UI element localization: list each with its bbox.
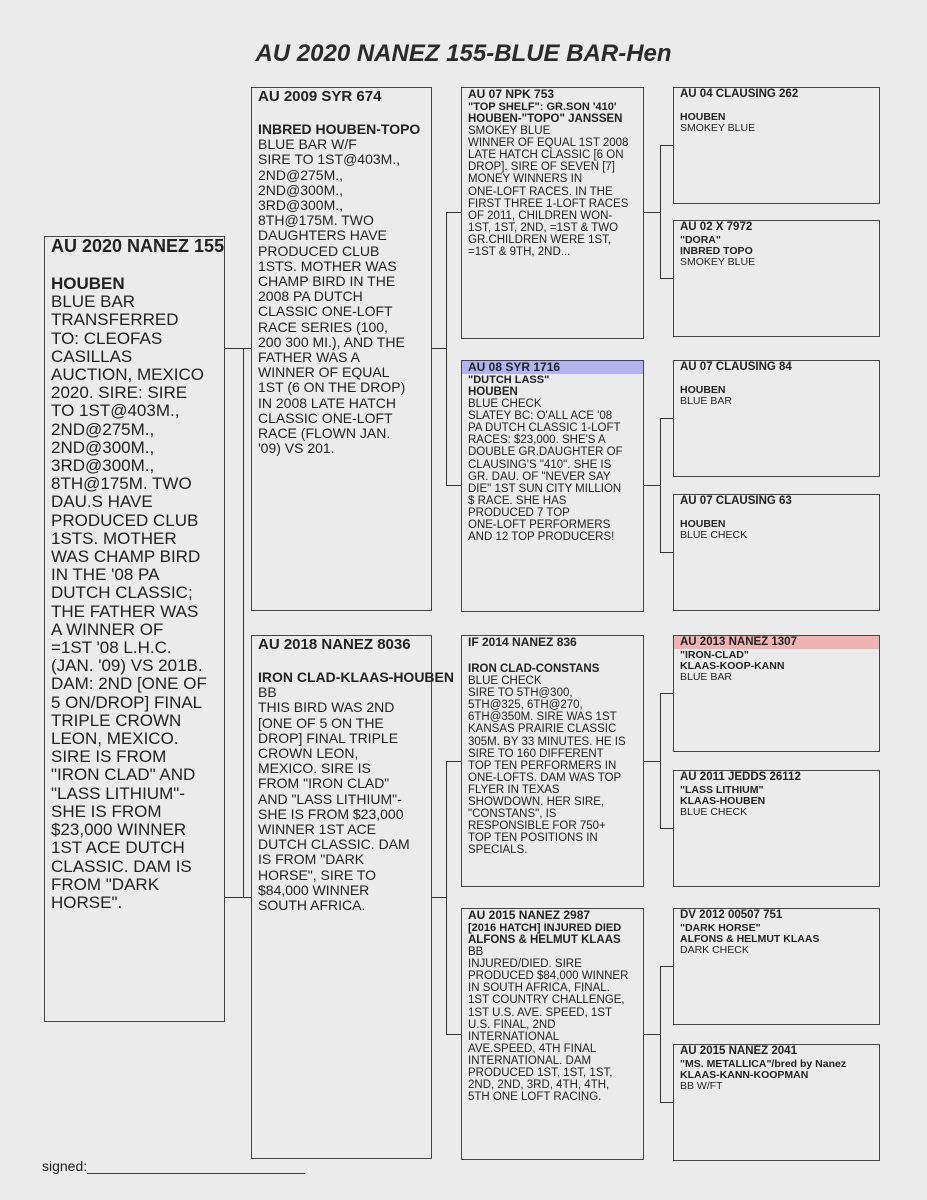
connector-line: [446, 761, 461, 762]
connector-line: [446, 761, 447, 1034]
connector-line: [446, 212, 461, 213]
sdd-box: [673, 494, 880, 611]
dss-color: BLUE BAR: [680, 671, 732, 684]
sdd-color: BLUE CHECK: [680, 529, 748, 542]
connector-line: [660, 1102, 673, 1103]
sire-sire-id: AU 07 NPK 753: [468, 87, 555, 101]
connector-line: [660, 966, 673, 967]
ssd-box: [673, 220, 880, 337]
subject-id: AU 2020 NANEZ 155: [51, 236, 225, 256]
sire-breeder: INBRED HOUBEN-TOPO: [258, 121, 421, 137]
connector-line: [660, 145, 661, 279]
ddd-box: [673, 1044, 880, 1161]
connector-line: [660, 552, 673, 553]
dam-sire-description: SIRE TO 5TH@300, 5TH@325, 6TH@270, 6TH@350M. SIRE WAS 1ST KANSAS PRAIRIE CLASSIC 305M. BY 33 MINUTES. HE IS SIRE TO 160 DIFFERENT TOP TEN PERFORMERS IN ONE-LOFTS. DAM WAS TOP FLYER IN TEXAS SHOWDOWN. HER SIRE, "CONSTANS", IS RESPONSIBLE FOR 750+ TOP TEN POSITIONS IN SPECIALS.: [468, 687, 626, 857]
dam-dam-breeder: ALFONS & HELMUT KLAAS: [468, 934, 621, 946]
sds-breeder: HOUBEN: [680, 384, 726, 396]
dam-breeder: IRON CLAD-KLAAS-HOUBEN: [258, 669, 454, 685]
dds-color: DARK CHECK: [680, 944, 749, 957]
dam-sire-box: [461, 635, 644, 887]
dsd-breeder: KLAAS-HOUBEN: [680, 795, 766, 807]
subject-description: TRANSFERRED TO: CLEOFAS CASILLAS AUCTION, MEXICO 2020. SIRE: SIRE TO 1ST@403M., 2ND@275M., 2ND@300M., 3RD@300M., 8TH@175M. TWO DAU.S HAVE PRODUCED CLUB 1STS. MOTHER WAS CHAMP BIRD IN THE '08 PA DUTCH CLASSIC; THE FATHER WAS A WINNER OF =1ST '08 L.H.C. (JAN. '09) VS 201B. DAM: 2ND [ONE OF 5 ON/DROP] FINAL TRIPLE CROWN LEON, MEXICO. SIRE IS FROM "IRON CLAD" AND "LASS LITHIUM"- SHE IS FROM $23,000 WINNER 1ST ACE DUTCH CLASSIC. DAM IS FROM "DARK HORSE".: [51, 310, 207, 912]
subject-breeder: HOUBEN: [51, 274, 125, 293]
sire-dam-name: "DUTCH LASS": [468, 374, 550, 386]
dam-dam-id: AU 2015 NANEZ 2987: [468, 908, 591, 922]
connector-line: [644, 1034, 660, 1035]
sss-color: SMOKEY BLUE: [680, 122, 756, 135]
sss-box: [673, 87, 880, 204]
sds-box: [673, 360, 880, 477]
connector-line: [660, 278, 673, 279]
connector-line: [644, 761, 660, 762]
sds-color: BLUE BAR: [680, 395, 732, 408]
sire-color: BLUE BAR W/F: [258, 136, 357, 153]
sire-sire-name: "TOP SHELF": GR.SON '410': [468, 101, 617, 113]
sire-id: AU 2009 SYR 674: [258, 88, 382, 105]
dam-sire-id: IF 2014 NANEZ 836: [468, 635, 577, 649]
sss-breeder: HOUBEN: [680, 111, 726, 123]
connector-line: [243, 897, 251, 898]
ssd-breeder: INBRED TOPO: [680, 245, 753, 257]
dsd-color: BLUE CHECK: [680, 806, 748, 819]
dsd-box: [673, 770, 880, 887]
sire-dam-color: BLUE CHECK: [468, 398, 542, 411]
ssd-color: SMOKEY BLUE: [680, 256, 756, 269]
signature-line[interactable]: signed:____________________________: [42, 1158, 306, 1174]
connector-line: [432, 348, 446, 349]
ddd-name: "MS. METALLICA"/bred by Nanez: [680, 1058, 847, 1070]
dds-breeder: ALFONS & HELMUT KLAAS: [680, 933, 820, 945]
dam-dam-color: BB: [468, 946, 484, 959]
connector-line: [243, 348, 244, 898]
pedigree-title: AU 2020 NANEZ 155-BLUE BAR-Hen: [255, 40, 672, 67]
connector-line: [225, 348, 243, 349]
dam-description: THIS BIRD WAS 2ND [ONE OF 5 ON THE DROP] FINAL TRIPLE CROWN LEON, MEXICO. SIRE IS FROM "IRON CLAD" AND "LASS LITHIUM"- SHE IS FROM $23,000 WINNER 1ST ACE DUTCH CLASSIC. DAM IS FROM "DARK HORSE", SIRE TO $84,000 WINNER SOUTH AFRICA.: [258, 699, 410, 914]
dsd-name: "LASS LITHIUM": [680, 784, 764, 796]
dds-box: [673, 908, 880, 1025]
connector-line: [225, 897, 243, 898]
dss-breeder: KLAAS-KOOP-KANN: [680, 660, 785, 672]
ssd-id: AU 02 X 7972: [680, 221, 753, 233]
subject-color: BLUE BAR: [51, 292, 136, 312]
sire-description: SIRE TO 1ST@403M., 2ND@275M., 2ND@300M., 3RD@300M., 8TH@175M. TWO DAUGHTERS HAVE PRODUCED CLUB 1STS. MOTHER WAS CHAMP BIRD IN THE 2008 PA DUTCH CLASSIC ONE-LOFT RACE SERIES (100, 200 300 MI.), AND THE FATHER WAS A WINNER OF EQUAL 1ST (6 ON THE DROP) IN 2008 LATE HATCH CLASSIC ONE-LOFT RACE (FLOWN JAN. '09) VS 201.: [258, 151, 406, 457]
connector-line: [446, 1034, 461, 1035]
connector-line: [660, 418, 661, 553]
connector-line: [660, 145, 673, 146]
dam-dam-description: INJURED/DIED. SIRE PRODUCED $84,000 WINNER IN SOUTH AFRICA, FINAL. 1ST COUNTRY CHALLENGE, 1ST U.S. AVE. SPEED, 1ST U.S. FINAL, 2ND INTERNATIONAL AVE.SPEED, 4TH FINAL INTERNATIONAL. DAM PRODUCED 1ST, 1ST, 1ST, 2ND, 2ND, 3RD, 4TH, 4TH, 5TH ONE LOFT RACING.: [468, 958, 629, 1104]
sdd-breeder: HOUBEN: [680, 518, 726, 530]
subject-box: [44, 236, 225, 1022]
connector-line: [432, 897, 446, 898]
sire-sire-description: WINNER OF EQUAL 1ST 2008 LATE HATCH CLASSIC [6 ON DROP]. SIRE OF SEVEN [7] MONEY WINNERS IN ONE-LOFT RACES. IN THE FIRST THREE 1-LOFT RACES OF 2011, CHILDREN WON- 1ST, 1ST, 2ND, =1ST & TWO GR.CHILDREN WERE 1ST, =1ST & 9TH, 2ND...: [468, 137, 629, 259]
connector-line: [660, 693, 661, 829]
ddd-color: BB W/FT: [680, 1080, 723, 1093]
dss-id: AU 2013 NANEZ 1307: [674, 636, 879, 649]
ddd-breeder: KLAAS-KANN-KOOPMAN: [680, 1069, 809, 1081]
connector-line: [660, 693, 673, 694]
sdd-id: AU 07 CLAUSING 63: [680, 495, 792, 507]
dsd-id: AU 2011 JEDDS 26112: [680, 771, 801, 783]
dss-name: "IRON-CLAD": [680, 649, 749, 661]
dam-color: BB: [258, 684, 277, 701]
connector-line: [446, 485, 461, 486]
sire-dam-breeder: HOUBEN: [468, 386, 518, 398]
sire-sire-box: [461, 87, 644, 339]
connector-line: [644, 212, 660, 213]
connector-line: [660, 966, 661, 1103]
dam-dam-name: [2016 HATCH] INJURED DIED: [468, 922, 622, 934]
sire-sire-color: SMOKEY BLUE: [468, 125, 551, 138]
dam-dam-box: [461, 908, 644, 1160]
sire-dam-id: AU 08 SYR 1716: [462, 361, 643, 374]
dam-sire-color: BLUE CHECK: [468, 675, 542, 688]
sire-sire-breeder: HOUBEN-"TOPO" JANSSEN: [468, 113, 623, 125]
dds-name: "DARK HORSE": [680, 922, 761, 934]
dam-sire-breeder: IRON CLAD-CONSTANS: [468, 663, 600, 675]
sire-dam-box: [461, 360, 644, 612]
connector-line: [660, 418, 673, 419]
ddd-id: AU 2015 NANEZ 2041: [680, 1045, 797, 1057]
dam-box: [251, 635, 454, 1159]
ssd-name: "DORA": [680, 234, 721, 246]
connector-line: [446, 212, 447, 485]
connector-line: [644, 485, 660, 486]
dss-box: [673, 635, 880, 752]
dam-id: AU 2018 NANEZ 8036: [258, 636, 411, 653]
connector-line: [660, 828, 673, 829]
sire-dam-description: SLATEY BC: O'ALL ACE '08 PA DUTCH CLASSIC 1-LOFT RACES: $23,000. SHE'S A DOUBLE GR.DAUGHTER OF CLAUSING'S "410". SHE IS GR. DAU. OF "NEVER SAY DIE" 1ST SUN CITY MILLION $ RACE. SHE HAS PRODUCED 7 TOP ONE-LOFT PERFORMERS AND 12 TOP PRODUCERS!: [468, 410, 623, 544]
dds-id: DV 2012 00507 751: [680, 909, 783, 921]
sire-box: [251, 87, 432, 611]
sds-id: AU 07 CLAUSING 84: [680, 361, 792, 373]
connector-line: [243, 348, 251, 349]
sss-id: AU 04 CLAUSING 262: [680, 88, 799, 100]
